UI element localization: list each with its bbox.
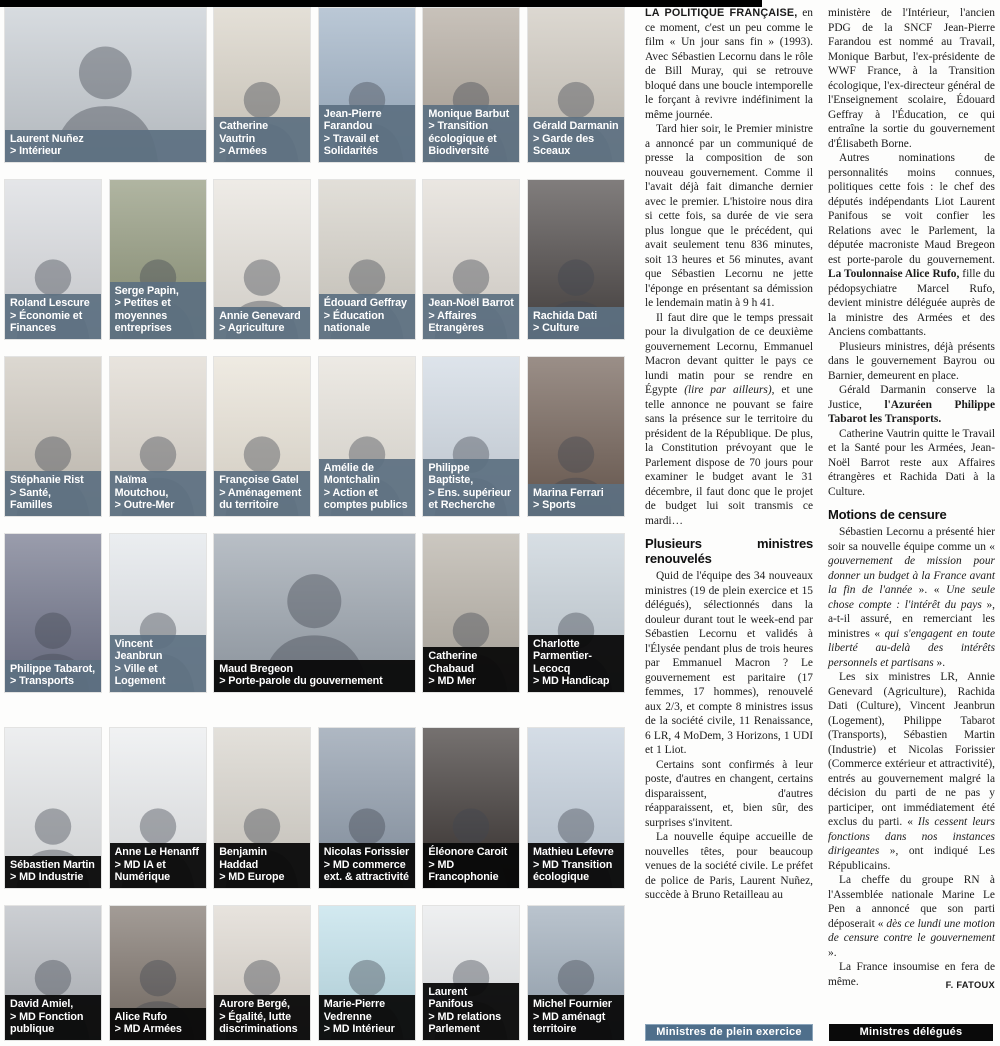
minister-photo-card	[214, 180, 310, 339]
minister-label	[5, 856, 101, 888]
article-paragraph	[645, 6, 813, 122]
text-segment: Ils cessent leurs fonctions dans nos instances dirigeantes	[828, 816, 995, 857]
minister-name: Éléonore Caroit	[428, 846, 508, 859]
minister-name: Annie Genevard	[219, 309, 301, 322]
minister-name: Michel Fournier	[533, 998, 612, 1011]
minister-photo-card	[528, 728, 624, 888]
text-segment: La France insoumise en fera de même.	[828, 961, 995, 988]
minister-photo-card	[528, 906, 624, 1040]
minister-name: Marie-Pierre Vedrenne	[323, 998, 386, 1023]
minister-role: > MD IA et Numérique	[114, 858, 171, 884]
text-segment: La Toulonnaise Alice Rufo,	[828, 268, 960, 280]
minister-photo-card	[528, 357, 624, 516]
minister-role: > Aménagement du territoire	[219, 486, 302, 512]
minister-photo-card	[5, 728, 101, 888]
text-segment: qui s'engagent en toute liberté au-delà des intérêts personnels et partisans	[828, 627, 995, 669]
minister-role: > Action et comptes publics	[323, 486, 408, 512]
minister-photo-card	[214, 906, 310, 1040]
minister-role: > MD Europe	[219, 871, 285, 884]
minister-role: > MD commerce ext. & attractivité	[323, 858, 409, 884]
article-paragraph	[828, 525, 995, 670]
minister-photo-card	[214, 8, 310, 162]
minister-role: > Agriculture	[219, 322, 285, 335]
article-paragraph	[828, 670, 995, 873]
minister-photo-card	[423, 534, 519, 692]
article-paragraph	[828, 960, 995, 989]
minister-name: Catherine Vautrin	[219, 120, 269, 145]
minister-role: > Petites et moyennes entreprises	[114, 297, 172, 335]
article-paragraph	[645, 758, 813, 831]
minister-name: Jean-Pierre Farandou	[323, 107, 382, 133]
minister-photo-card	[319, 906, 415, 1040]
minister-label	[423, 647, 519, 692]
text-segment: Certains sont confirmés à leur poste, d'autres en changent, certains disparaissent, d'autres réapparaissent, et, bien sûr, des surprises s'invitent.	[645, 758, 813, 829]
minister-name: Stéphanie Rist	[10, 474, 84, 487]
minister-name: Aurore Bergé,	[219, 998, 290, 1011]
text-segment: gouvernement de mission pour donner un budget à la France avant la fin de l'année	[828, 555, 995, 596]
minister-label	[214, 843, 310, 888]
minister-label	[110, 635, 206, 692]
minister-label	[423, 983, 519, 1040]
section-subhead: Motions de censure	[828, 507, 947, 522]
minister-label	[319, 294, 415, 339]
article-column-2	[828, 6, 995, 992]
minister-label	[528, 484, 624, 516]
article-column-1	[645, 6, 813, 903]
minister-label	[423, 294, 519, 339]
text-segment: Sébastien Lecornu a présenté hier soir sa nouvelle équipe comme un «	[828, 526, 995, 553]
minister-photo-card	[423, 728, 519, 888]
minister-role: > MD Intérieur	[323, 1023, 395, 1036]
minister-photo-card	[5, 357, 101, 516]
author-byline: F. FATOUX	[945, 979, 995, 990]
minister-name: Maud Bregeon	[219, 662, 293, 675]
minister-label	[110, 471, 206, 516]
minister-label	[214, 995, 310, 1040]
minister-photo-card	[110, 728, 206, 888]
text-segment: dès ce lundi une motion de censure contre le gouvernement	[828, 917, 995, 944]
minister-label	[214, 471, 310, 516]
article-paragraph	[828, 427, 995, 500]
minister-role: > Transports	[10, 675, 74, 688]
minister-photo-card	[319, 180, 415, 339]
text-segment: en ce moment, c'est un peu comme le film « Un jour sans fin » (1993). Avec Sébastien Lecornu dans le rôle de Bill Muray, qui se retrouve bloqué dans une boucle intemporelle le forçant à revivre indéfiniment la même journée.	[645, 7, 813, 121]
minister-role: > Ens. supérieur et Recherche	[428, 486, 512, 512]
minister-name: Alice Rufo	[114, 1010, 167, 1023]
minister-name: Anne Le Henanff	[114, 846, 199, 859]
minister-photo-card	[110, 180, 206, 339]
minister-role: > MD Armées	[114, 1023, 182, 1036]
text-segment: Les six ministres LR, Annie Genevard (Agriculture), Rachida Dati (Culture), Vincent Jeanbrun (Logement), Philippe Tabarot (Transports), Sébastien Martin (Industrie) et Nicolas Forissier (Commerce extérieur et attractivité), entrés au gouvernement malgré la décision du parti de ne pas y participer, ont immédiatement été exclus du parti. «	[828, 671, 995, 828]
article-paragraph	[828, 873, 995, 960]
minister-name: Naïma Moutchou,	[114, 474, 169, 499]
minister-name: Serge Papin,	[114, 284, 179, 297]
minister-name: Marina Ferrari	[533, 486, 604, 499]
text-segment: », a-t-il assuré, en remerciant les ministres «	[828, 598, 995, 640]
minister-label	[5, 471, 101, 516]
minister-label	[5, 294, 101, 339]
minister-label	[5, 660, 101, 692]
minister-name: Vincent Jeanbrun	[114, 637, 163, 663]
minister-photo-card	[423, 906, 519, 1040]
minister-label	[423, 843, 519, 888]
minister-photo-card	[423, 180, 519, 339]
minister-label	[528, 307, 624, 339]
minister-role: > MD relations Parlement	[428, 1010, 502, 1036]
minister-name: Françoise Gatel	[219, 474, 299, 487]
text-segment: Catherine Vautrin quitte le Travail et la Santé pour les Armées, Jean-Noël Barrot reste aux Affaires étrangères et Rachida Dati à la Culture.	[828, 427, 995, 498]
text-segment: Plusieurs ministres, déjà présents dans le gouvernement Bayrou ou Barnier, demeurent en place.	[828, 340, 995, 382]
article-paragraph	[828, 151, 995, 340]
article-paragraph	[645, 311, 813, 529]
minister-name: Benjamin Haddad	[219, 846, 267, 871]
minister-photo-card	[5, 534, 101, 692]
minister-role: > MD Industrie	[10, 871, 84, 884]
minister-name: Catherine Chabaud	[428, 650, 478, 675]
minister-photo-card	[319, 8, 415, 162]
legend-ministres-plein-exercice: Ministres de plein exercice	[645, 1024, 813, 1041]
minister-photo-card	[423, 357, 519, 516]
section-subhead: Plusieurs ministres renouvelés	[645, 536, 813, 566]
minister-label	[423, 105, 519, 162]
minister-role: > MD Fonction publique	[10, 1010, 84, 1036]
legend-ministres-delegues: Ministres délégués	[829, 1024, 993, 1041]
text-segment: La nouvelle équipe accueille de nouvelles têtes, pour beaucoup venues de la société civile. Le préfet de police de Paris, Laurent Nuñez, succède à Bruno Retailleau au	[645, 831, 813, 901]
minister-role: > Économie et Finances	[10, 309, 83, 335]
text-segment: Il faut dire que le temps pressait pour la divulgation de ce deuxième gouvernement Lecornu, Emmanuel Macron devant quitter le pays ce lundi matin pour se rendre en Égypte	[645, 311, 813, 396]
minister-label	[528, 843, 624, 888]
minister-role: > Éducation nationale	[323, 309, 385, 335]
minister-role: > Ville et Logement	[114, 662, 166, 688]
text-segment: Gérald Darmanin conserve la Justice,	[828, 384, 995, 411]
minister-role: > Outre-Mer	[114, 499, 175, 512]
text-segment: Une seule chose compte : l'intérêt du pays	[828, 584, 996, 611]
minister-label	[214, 117, 310, 162]
minister-photo-card	[423, 8, 519, 162]
text-segment: La cheffe du groupe RN à l'Assemblée nationale Marine Le Pen a annoncé que son parti déposerait «	[828, 874, 995, 930]
minister-role: > MD aménagt territoire	[533, 1010, 606, 1036]
minister-role: > Santé, Familles	[10, 486, 53, 512]
minister-role: > Garde des Sceaux	[533, 132, 595, 158]
minister-name: Jean-Noël Barrot	[428, 297, 514, 310]
minister-photo-card	[5, 180, 101, 339]
minister-name: Roland Lescure	[10, 297, 90, 310]
minister-name: Gérald Darmanin	[533, 120, 619, 133]
minister-photo-card	[5, 906, 101, 1040]
article-paragraph	[645, 122, 813, 311]
minister-name: David Amiel,	[10, 998, 74, 1011]
article-paragraph	[828, 383, 995, 427]
article-paragraph	[645, 569, 813, 758]
text-segment: Quid de l'équipe des 34 nouveaux ministres (19 de plein exercice et 15 délégués), sélectionnés dans la douleur durant tout le week-end par Sébastien Lecornu et validés à l'Élysée pendant plus de trois heures par Emmanuel Macron ? Le gouvernement est paritaire (17 femmes, 17 hommes), renouvelé aux 2/3, et compte 8 ministres issus de la société civile, 11 Renaissance, 6 LR, 4 MoDem, 3 Horizons, 1 UDI et 1 Liot.	[645, 570, 813, 756]
minister-label	[423, 459, 519, 516]
minister-name: Mathieu Lefevre	[533, 846, 614, 859]
text-segment: LA POLITIQUE FRANÇAISE,	[645, 7, 798, 19]
text-segment: , et une telle annonce ne pouvant se faire sans la présence sur le territoire du président de la République. De plus, la Constitution prévoyant que le Parlement dispose de 70 jours pour examiner le budget avant le 31 décembre, il faut donc que le projet de budget lui soit transmis ce mardi…	[645, 384, 813, 527]
minister-photo-card	[528, 8, 624, 162]
minister-name: Philippe Baptiste,	[428, 461, 474, 487]
minister-name: Sébastien Martin	[10, 858, 95, 871]
minister-name: Monique Barbut	[428, 107, 510, 120]
minister-name: Laurent Nuñez	[10, 132, 84, 145]
minister-label	[528, 995, 624, 1040]
minister-label	[214, 660, 415, 692]
minister-role: > Armées	[219, 145, 267, 158]
minister-photo-card	[214, 728, 310, 888]
minister-photo-card	[110, 357, 206, 516]
minister-role: > Affaires Etrangères	[428, 309, 484, 335]
minister-role: > Travail et Solidarités	[323, 132, 379, 158]
text-segment: l'Azuréen Philippe Tabarot les Transports.	[828, 398, 996, 425]
text-segment: ».	[933, 656, 946, 669]
minister-role: > Culture	[533, 322, 580, 335]
minister-photo-card	[319, 728, 415, 888]
minister-label	[214, 307, 310, 339]
minister-photo-card	[214, 534, 415, 692]
minister-photo-card	[110, 534, 206, 692]
text-segment: ». «	[912, 584, 947, 596]
minister-label	[319, 459, 415, 516]
minister-label	[528, 117, 624, 162]
minister-role: > MD Handicap	[533, 675, 610, 688]
minister-photo-card	[528, 534, 624, 692]
text-segment: ministère de l'Intérieur, l'ancien PDG de la SNCF Jean-Pierre Farandou est nommé au Travail, Monique Barbut, l'ex-présidente de WWF France, à la Transition écologique, l'ex-directeur général de l'Enseignement scolaire, Édouard Geffray à l'Éducation, ce qui entraîne la sortie du gouvernement d'Élisabeth Borne.	[828, 7, 995, 150]
minister-label	[5, 995, 101, 1040]
minister-role: > Intérieur	[10, 145, 62, 158]
minister-label	[528, 635, 624, 692]
minister-role: > Transition écologique et Biodiversité	[428, 120, 497, 158]
article-paragraph	[645, 830, 813, 903]
text-segment: fille du pédopsychiatre Marcel Rufo, devient ministre déléguée auprès de la ministre des Armées et des Anciens combattants.	[828, 268, 995, 338]
minister-name: Édouard Geffray	[323, 297, 407, 310]
minister-role: > MD Mer	[428, 675, 476, 688]
minister-label	[110, 1008, 206, 1040]
minister-photo-card	[5, 8, 206, 162]
minister-label	[319, 843, 415, 888]
minister-photo-card	[214, 357, 310, 516]
minister-name: Rachida Dati	[533, 309, 598, 322]
minister-photo-card	[110, 906, 206, 1040]
minister-name: Laurent Panifous	[428, 985, 474, 1011]
minister-label	[110, 843, 206, 888]
minister-label	[5, 130, 206, 162]
text-segment: ».	[828, 946, 837, 959]
text-segment: Autres nominations de personnalités moins connues, politiques cette fois : le chef des députés indépendants Liot Laurent Panifous se voit confier les Relations avec le Parlement, la députée macroniste Maud Bregeon est porte-parole du gouvernement.	[828, 152, 995, 266]
minister-label	[110, 282, 206, 339]
minister-role: > MD Francophonie	[428, 858, 499, 884]
text-segment: », ont indiqué Les Républicains.	[828, 845, 995, 872]
text-segment: (lire par ailleurs)	[684, 384, 772, 396]
minister-role: > Égalité, lutte discriminations	[219, 1010, 298, 1036]
minister-role: > Sports	[533, 499, 576, 512]
minister-label	[319, 995, 415, 1040]
minister-name: Amélie de Montchalin	[323, 461, 380, 487]
minister-photo-card	[528, 180, 624, 339]
minister-role: > MD Transition écologique	[533, 858, 613, 884]
minister-role: > Porte-parole du gouvernement	[219, 675, 383, 688]
article-paragraph	[828, 6, 995, 151]
text-segment: Tard hier soir, le Premier ministre a annoncé par un communiqué de presse la composition de son nouveau gouvernement. Comme il l'avait déjà fait dimanche dernier avec le premier. L'histoire nous dira si cette fois, sa durée de vie sera plus longue que le précédent, qui avait seulement tenu 836 minutes, soit 13 heures et 56 minutes, avant que Sébastien Lecornu ne jette l'éponge en présentant sa démission le lendemain matin à 9 h 41.	[645, 123, 813, 309]
minister-name: Philippe Tabarot,	[10, 662, 96, 675]
minister-label	[319, 105, 415, 162]
minister-name: Charlotte Parmentier-Lecocq	[533, 637, 592, 675]
minister-photo-card	[319, 357, 415, 516]
article-paragraph	[828, 340, 995, 384]
minister-name: Nicolas Forissier	[323, 846, 410, 859]
